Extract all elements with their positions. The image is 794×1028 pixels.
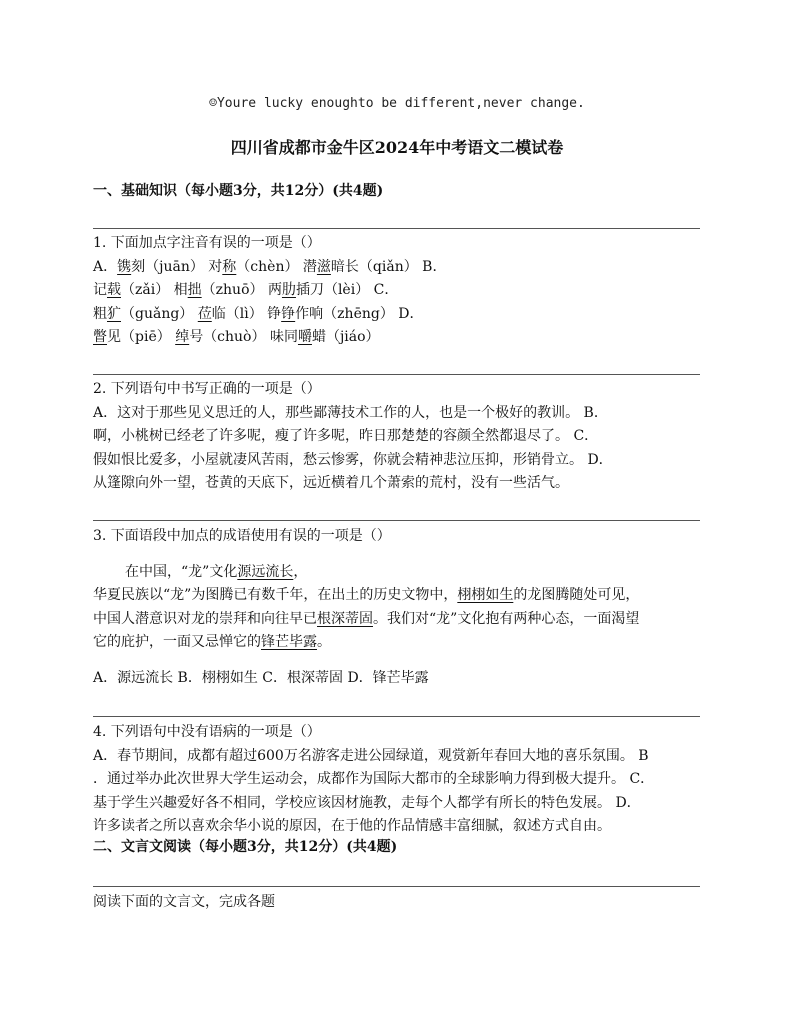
- option-line: 瞥见（piē） 绰号（chuò） 味同嚼蜡（jiáo）: [93, 329, 380, 345]
- question-stem: 1. 下面加点字注音有误的一项是（）: [93, 235, 321, 251]
- divider: [93, 228, 700, 229]
- option-line: 啊，小桃树已经老了许多呢，瘦了许多呢，昨日那楚楚的容颜全然都退尽了。 C．: [93, 428, 599, 444]
- divider: [93, 374, 700, 375]
- option-line: 假如恨比爱多，小屋就凄风苦雨，愁云惨雾，你就会精神悲泣压抑，形销骨立。 D．: [93, 451, 613, 468]
- question-stem: 4. 下列语句中没有语病的一项是（）: [93, 724, 321, 740]
- passage-line: 中国人潜意识对龙的崇拜和向往早已根深蒂固。我们对“龙”文化抱有两种心态，一面渴望: [93, 610, 640, 627]
- question-2: [93, 378, 700, 496]
- option-line: 基于学生兴趣爱好各不相同，学校应该因材施教，走每个人都学有所长的特色发展。 D．: [93, 794, 641, 811]
- option-line: ．通过举办此次世界大学生运动会，成都作为国际大都市的全球影响力得到极大提升。 C．: [93, 771, 655, 787]
- question-stem: 2. 下列语句中书写正确的一项是（）: [93, 381, 321, 397]
- divider: [93, 520, 700, 521]
- section-heading-basic: 一、基础知识（每小题3分，共12分）(共4题): [93, 183, 384, 199]
- passage-line: 华夏民族以“龙”为图腾已有数千年，在出土的历史文物中，栩栩如生的龙图腾随处可见，: [93, 587, 640, 603]
- divider: [93, 716, 700, 717]
- question-stem: 3. 下面语段中加点的成语使用有误的一项是（）: [93, 528, 391, 544]
- motto-text: ☺Youre lucky enoughto be different,never change.: [209, 96, 585, 111]
- passage-line: 在中国，“龙”文化源远流长，: [125, 563, 308, 580]
- option-line: 记载（zǎi） 相拙（zhuō） 两肋插刀（lèi） C．: [93, 282, 399, 298]
- question-1: [93, 232, 700, 350]
- option-line: A．源远流长 B．栩栩如生 C．根深蒂固 D．锋芒毕露: [93, 669, 429, 686]
- section-heading-classical: 二、文言文阅读（每小题3分，共12分）(共4题): [93, 839, 398, 855]
- instruction-text: 阅读下面的文言文，完成各题: [93, 894, 275, 910]
- option-line: 许多读者之所以喜欢余华小说的原因，在于他的作品情感丰富细腻，叙述方式自由。: [93, 818, 611, 834]
- option-line: A．这对于那些见义思迁的人，那些鄙薄技术工作的人，也是一个极好的教训。 B．: [93, 404, 608, 421]
- question-3: [93, 525, 700, 690]
- reading-instruction: [93, 891, 700, 915]
- option-line: A．镌刻（juān） 对称（chèn） 潜滋暗长（qiǎn） B．: [93, 258, 447, 275]
- option-line: A．春节期间，成都有超过600万名游客走进公园绿道，观赏新年春回大地的喜乐氛围。 B: [93, 747, 649, 764]
- passage-line: 它的庇护，一面又忌惮它的锋芒毕露。: [93, 634, 331, 650]
- question-4: [93, 721, 700, 839]
- page-title: 四川省成都市金牛区2024年中考语文二模试卷: [230, 138, 564, 157]
- option-line: 粗犷（guǎng） 莅临（lì） 铮铮作响（zhēng） D．: [93, 305, 424, 322]
- option-line: 从篷隙向外一望，苍黄的天底下，远近横着几个萧索的荒村，没有一些活气。: [93, 475, 569, 491]
- divider: [93, 886, 700, 887]
